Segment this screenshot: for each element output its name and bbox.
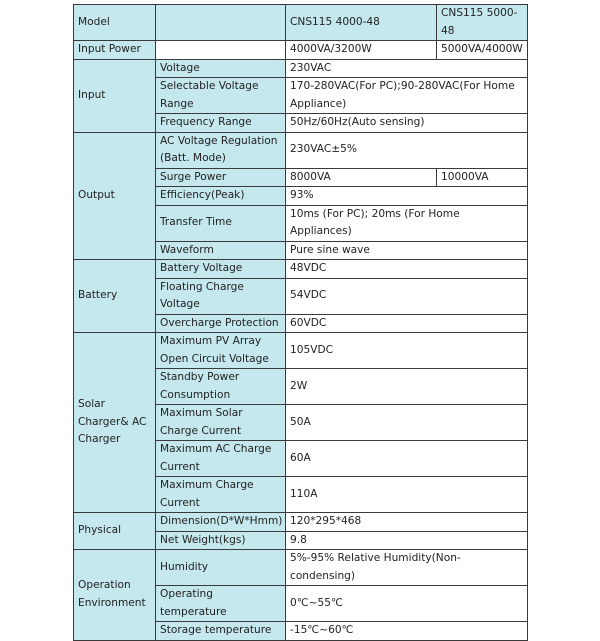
row-value-a: 8000VA xyxy=(286,168,437,187)
row-label: Voltage xyxy=(156,59,286,78)
row-value: 105VDC xyxy=(286,333,528,369)
row-value: 170-280VAC(For PC);90-280VAC(For Home Appliance) xyxy=(286,78,528,114)
row-value: 0℃~55℃ xyxy=(286,586,528,622)
model-a-name: CNS115 4000-48 xyxy=(286,5,437,41)
category-battery: Battery xyxy=(74,260,156,333)
row-value: 48VDC xyxy=(286,260,528,279)
spec-sheet xyxy=(73,4,528,641)
row-label: Humidity xyxy=(156,550,286,586)
table-row xyxy=(74,59,528,78)
row-label: Selectable Voltage Range xyxy=(156,78,286,114)
table-row xyxy=(74,550,528,586)
input-power-blank-cell xyxy=(156,41,286,60)
row-label: Dimension(D*W*Hmm) xyxy=(156,513,286,532)
row-label: Waveform xyxy=(156,241,286,260)
row-label: Maximum AC Charge Current xyxy=(156,441,286,477)
row-value: 60A xyxy=(286,441,528,477)
table-row xyxy=(74,333,528,369)
category-physical: Physical xyxy=(74,513,156,550)
spec-table xyxy=(73,4,528,641)
row-value: 110A xyxy=(286,477,528,513)
row-value: 5%-95% Relative Humidity(Non-condensing) xyxy=(286,550,528,586)
input-power-row xyxy=(74,41,528,60)
category-environment: Operation Environment xyxy=(74,550,156,641)
row-label: AC Voltage Regulation (Batt. Mode) xyxy=(156,132,286,168)
row-label: Maximum Solar Charge Current xyxy=(156,405,286,441)
row-label: Net Weight(kgs) xyxy=(156,531,286,550)
table-row xyxy=(74,260,528,279)
row-label: Battery Voltage xyxy=(156,260,286,279)
row-value: Pure sine wave xyxy=(286,241,528,260)
row-value: 10ms (For PC); 20ms (For Home Appliances) xyxy=(286,205,528,241)
input-power-label: Input Power xyxy=(74,41,156,60)
input-power-value-a: 4000VA/3200W xyxy=(286,41,437,60)
table-row xyxy=(74,132,528,168)
row-label: Operating temperature xyxy=(156,586,286,622)
row-value: 230VAC xyxy=(286,59,528,78)
model-b-name: CNS115 5000-48 xyxy=(437,5,528,41)
model-blank-cell xyxy=(156,5,286,41)
category-input: Input xyxy=(74,59,156,132)
header-row xyxy=(74,5,528,41)
row-value-b: 10000VA xyxy=(437,168,528,187)
table-row xyxy=(74,513,528,532)
row-value: -15℃~60℃ xyxy=(286,622,528,641)
row-value: 230VAC±5% xyxy=(286,132,528,168)
row-label: Floating Charge Voltage xyxy=(156,278,286,314)
row-label: Maximum PV Array Open Circuit Voltage xyxy=(156,333,286,369)
row-value: 50Hz/60Hz(Auto sensing) xyxy=(286,114,528,133)
row-label: Surge Power xyxy=(156,168,286,187)
row-label: Overcharge Protection xyxy=(156,314,286,333)
row-label: Transfer Time xyxy=(156,205,286,241)
model-label: Model xyxy=(74,5,156,41)
row-label: Frequency Range xyxy=(156,114,286,133)
row-value: 60VDC xyxy=(286,314,528,333)
row-label: Storage temperature xyxy=(156,622,286,641)
row-value: 54VDC xyxy=(286,278,528,314)
input-power-value-b: 5000VA/4000W xyxy=(437,41,528,60)
row-value: 120*295*468 xyxy=(286,513,528,532)
row-label: Maximum Charge Current xyxy=(156,477,286,513)
category-charger: Solar Charger& AC Charger xyxy=(74,333,156,513)
row-value: 93% xyxy=(286,187,528,206)
row-label: Standby Power Consumption xyxy=(156,369,286,405)
row-value: 50A xyxy=(286,405,528,441)
row-value: 9.8 xyxy=(286,531,528,550)
category-output: Output xyxy=(74,132,156,260)
row-label: Efficiency(Peak) xyxy=(156,187,286,206)
row-value: 2W xyxy=(286,369,528,405)
